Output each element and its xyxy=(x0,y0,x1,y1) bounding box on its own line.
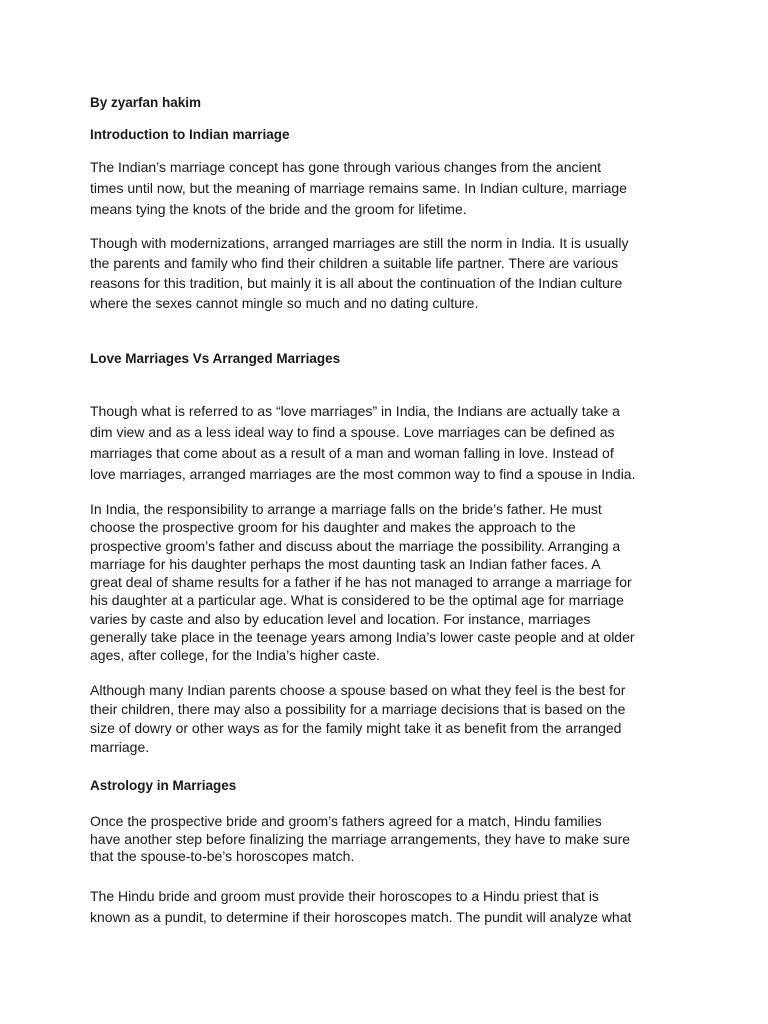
paragraph-intro-concept xyxy=(90,157,627,220)
text-line: means tying the knots of the bride and the groom for lifetime. xyxy=(90,201,467,217)
text-line: ages, after college, for the India’s higher caste. xyxy=(90,647,381,664)
text-line: varies by caste and also by education level and location. For instance, marriages xyxy=(90,610,591,627)
text-line: Once the prospective bride and groom’s fathers agreed for a match, Hindu families xyxy=(90,813,602,829)
paragraph-parents-choose xyxy=(90,681,625,757)
text-line: times until now, but the meaning of marriage remains same. In Indian culture, marriage xyxy=(90,180,627,196)
text-line: love marriages, arranged marriages are the most common way to find a spouse in India. xyxy=(90,466,636,482)
author-byline: By zyarfan hakim xyxy=(90,95,202,110)
paragraph-intro-arranged xyxy=(90,233,628,313)
text-line: generally take place in the teenage years among India’s lower caste people and at older xyxy=(90,629,635,646)
text-line: the parents and family who find their children a suitable life partner. There are various xyxy=(90,255,619,271)
paragraph-love-marriages xyxy=(90,401,636,485)
text-line: prospective groom’s father and discuss about the marriage the possibility. Arranging a xyxy=(90,537,621,554)
section-heading-astrology: Astrology in Marriages xyxy=(90,778,237,793)
text-line: marriage for his daughter perhaps the most daunting task an Indian father faces. A xyxy=(90,555,601,572)
paragraph-brides-father xyxy=(90,500,635,665)
text-line: his daughter at a particular age. What is considered to be the optimal age for marriage xyxy=(90,592,624,609)
text-line: that the spouse-to-be’s horoscopes match. xyxy=(90,848,355,864)
text-line: have another step before finalizing the marriage arrangements, they have to make sure xyxy=(90,830,631,847)
text-line: choose the prospective groom for his daughter and makes the approach to the xyxy=(90,519,576,536)
document-page xyxy=(90,0,690,1024)
text-line: great deal of shame results for a father if he has not managed to arrange a marriage for xyxy=(90,574,632,591)
text-line: their children, there may also a possibility for a marriage decisions that is based on the xyxy=(90,701,626,717)
text-line: In India, the responsibility to arrange a marriage falls on the bride’s father. He must xyxy=(90,501,602,517)
text-line: The Hindu bride and groom must provide their horoscopes to a Hindu priest that is xyxy=(90,888,599,904)
text-line: Although many Indian parents choose a spouse based on what they feel is the best for xyxy=(90,682,626,698)
paragraph-fathers-agree xyxy=(90,813,630,866)
text-line: The Indian’s marriage concept has gone through various changes from the ancient xyxy=(90,159,602,175)
section-heading-love-vs-arranged: Love Marriages Vs Arranged Marriages xyxy=(90,351,341,366)
text-line: reasons for this tradition, but mainly it is all about the continuation of the Indian culture xyxy=(90,275,623,291)
text-line: dim view and as a less ideal way to find a spouse. Love marriages can be defined as xyxy=(90,424,615,440)
section-heading-introduction: Introduction to Indian marriage xyxy=(90,127,290,142)
text-line: size of dowry or other ways as for the family might take it as benefit from the arranged xyxy=(90,720,622,736)
text-line: marriage. xyxy=(90,739,150,755)
text-line: where the sexes cannot mingle so much and no dating culture. xyxy=(90,295,479,311)
paragraph-horoscopes xyxy=(90,886,631,928)
text-line: known as a pundit, to determine if their horoscopes match. The pundit will analyze what xyxy=(90,909,632,925)
text-line: Though what is referred to as “love marriages” in India, the Indians are actually take a xyxy=(90,403,620,419)
text-line: Though with modernizations, arranged marriages are still the norm in India. It is usually xyxy=(90,235,629,251)
text-line: marriages that come about as a result of a man and woman falling in love. Instead of xyxy=(90,445,614,461)
